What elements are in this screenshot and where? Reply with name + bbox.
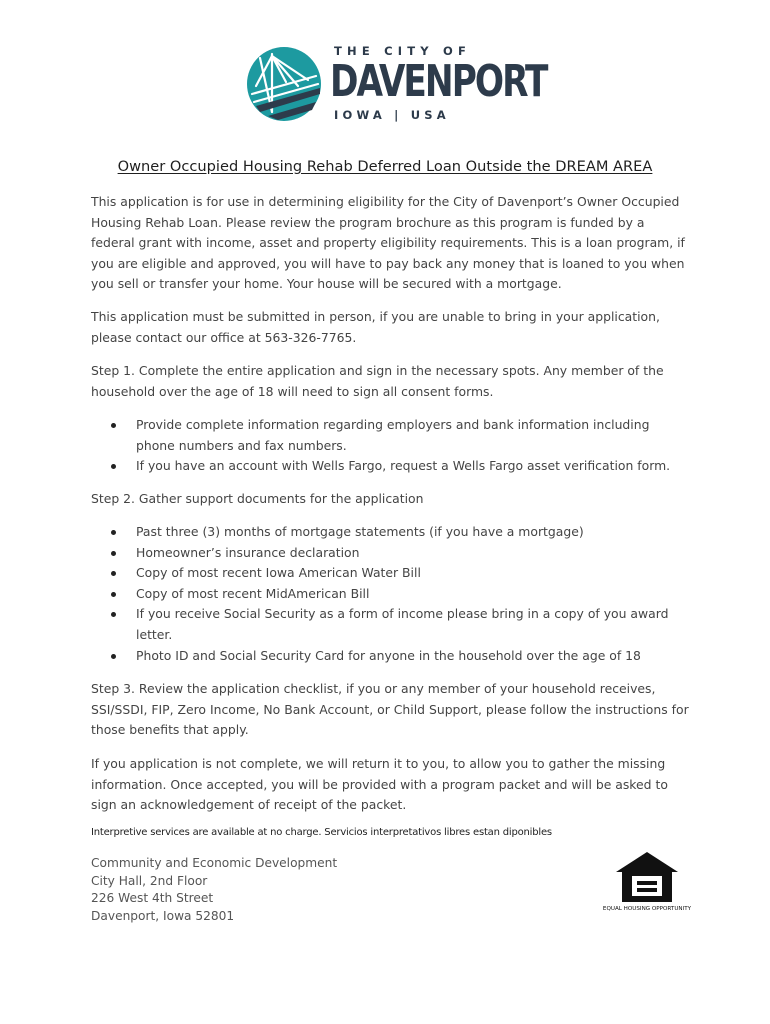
incomplete-paragraph: If you application is not complete, we will return it to you, to allow you to gather the missing information. Once accepted, you will be provided with a program packet and will be asked to sign an acknowledgement of receipt of the packet. xyxy=(91,756,668,813)
step1-paragraph: Step 1. Complete the entire application and sign in the necessary spots. Any member of the household over the age of 18 will need to sign all consent forms. xyxy=(91,363,664,399)
list-item xyxy=(91,646,691,667)
list-item xyxy=(91,415,691,456)
address-line: City Hall, 2nd Floor xyxy=(91,873,208,888)
list-item xyxy=(91,563,691,584)
step3-paragraph: Step 3. Review the application checklist, if you or any member of your household receives, SSI/SSDI, FIP, Zero Income, No Bank Account, or Child Support, please follow the instructions for those benefits that apply. xyxy=(91,681,689,738)
list-item xyxy=(91,543,691,564)
bullet-icon xyxy=(111,592,116,597)
eho-text: EQUAL HOUSING OPPORTUNITY xyxy=(602,906,692,912)
list-item-text: Provide complete information regarding employers and bank information including phone numbers and fax numbers. xyxy=(136,417,650,453)
equal-housing-opportunity-icon xyxy=(602,850,692,920)
step2-paragraph: Step 2. Gather support documents for the application xyxy=(91,491,424,506)
logo-city-name: DAVENPORT xyxy=(330,56,547,107)
list-item-text: Photo ID and Social Security Card for anyone in the household over the age of 18 xyxy=(136,647,641,663)
bullet-icon xyxy=(111,551,116,556)
in-person-paragraph: This application must be submitted in person, if you are unable to bring in your application, please contact our office at 563-326-7765. xyxy=(91,309,660,345)
list-item xyxy=(91,456,691,477)
list-item-text: If you have an account with Wells Fargo, request a Wells Fargo asset verification form. xyxy=(136,458,671,474)
bullet-icon xyxy=(111,654,116,659)
list-item-text: Homeowner’s insurance declaration xyxy=(136,544,360,560)
office-address xyxy=(91,855,337,925)
intro-paragraph: This application is for use in determining eligibility for the City of Davenport’s Owner Occupied Housing Rehab Loan. Please review the program brochure as this program is funded by a federal grant with income, asset and property eligibility requirements. This is a loan program, if you are eligible and approved, you will have to pay back any money that is loaned to you when you sell or transfer your home. Your house will be secured with a mortgage. xyxy=(91,194,685,292)
bullet-icon xyxy=(111,530,116,535)
list-item-text: Copy of most recent Iowa American Water Bill xyxy=(136,565,421,581)
bullet-icon xyxy=(111,464,116,469)
bridge-emblem-icon xyxy=(246,46,322,122)
address-line: Davenport, Iowa 52801 xyxy=(91,908,235,923)
logo-pre-text: THE CITY OF xyxy=(334,44,472,58)
bullet-icon xyxy=(111,612,116,617)
interpretive-services-note: Interpretive services are available at no charge. Servicios interpretativos libres estan diponibles xyxy=(91,827,552,838)
step2-list xyxy=(91,522,691,666)
document-title: Owner Occupied Housing Rehab Deferred Loan Outside the DREAM AREA xyxy=(117,158,653,175)
list-item-text: Past three (3) months of mortgage statements (if you have a mortgage) xyxy=(136,524,584,539)
list-item xyxy=(91,604,691,645)
address-line: Community and Economic Development xyxy=(91,856,338,870)
list-item-text: Copy of most recent MidAmerican Bill xyxy=(136,585,370,601)
address-line: 226 West 4th Street xyxy=(91,891,214,906)
list-item-text: If you receive Social Security as a form of income please bring in a copy of you award letter. xyxy=(136,606,669,642)
step1-list xyxy=(91,415,691,477)
list-item xyxy=(91,522,691,543)
city-logo xyxy=(246,44,547,126)
bullet-icon xyxy=(111,423,116,428)
logo-post-text: IOWA | USA xyxy=(334,108,450,122)
bullet-icon xyxy=(111,571,116,576)
list-item xyxy=(91,584,691,605)
